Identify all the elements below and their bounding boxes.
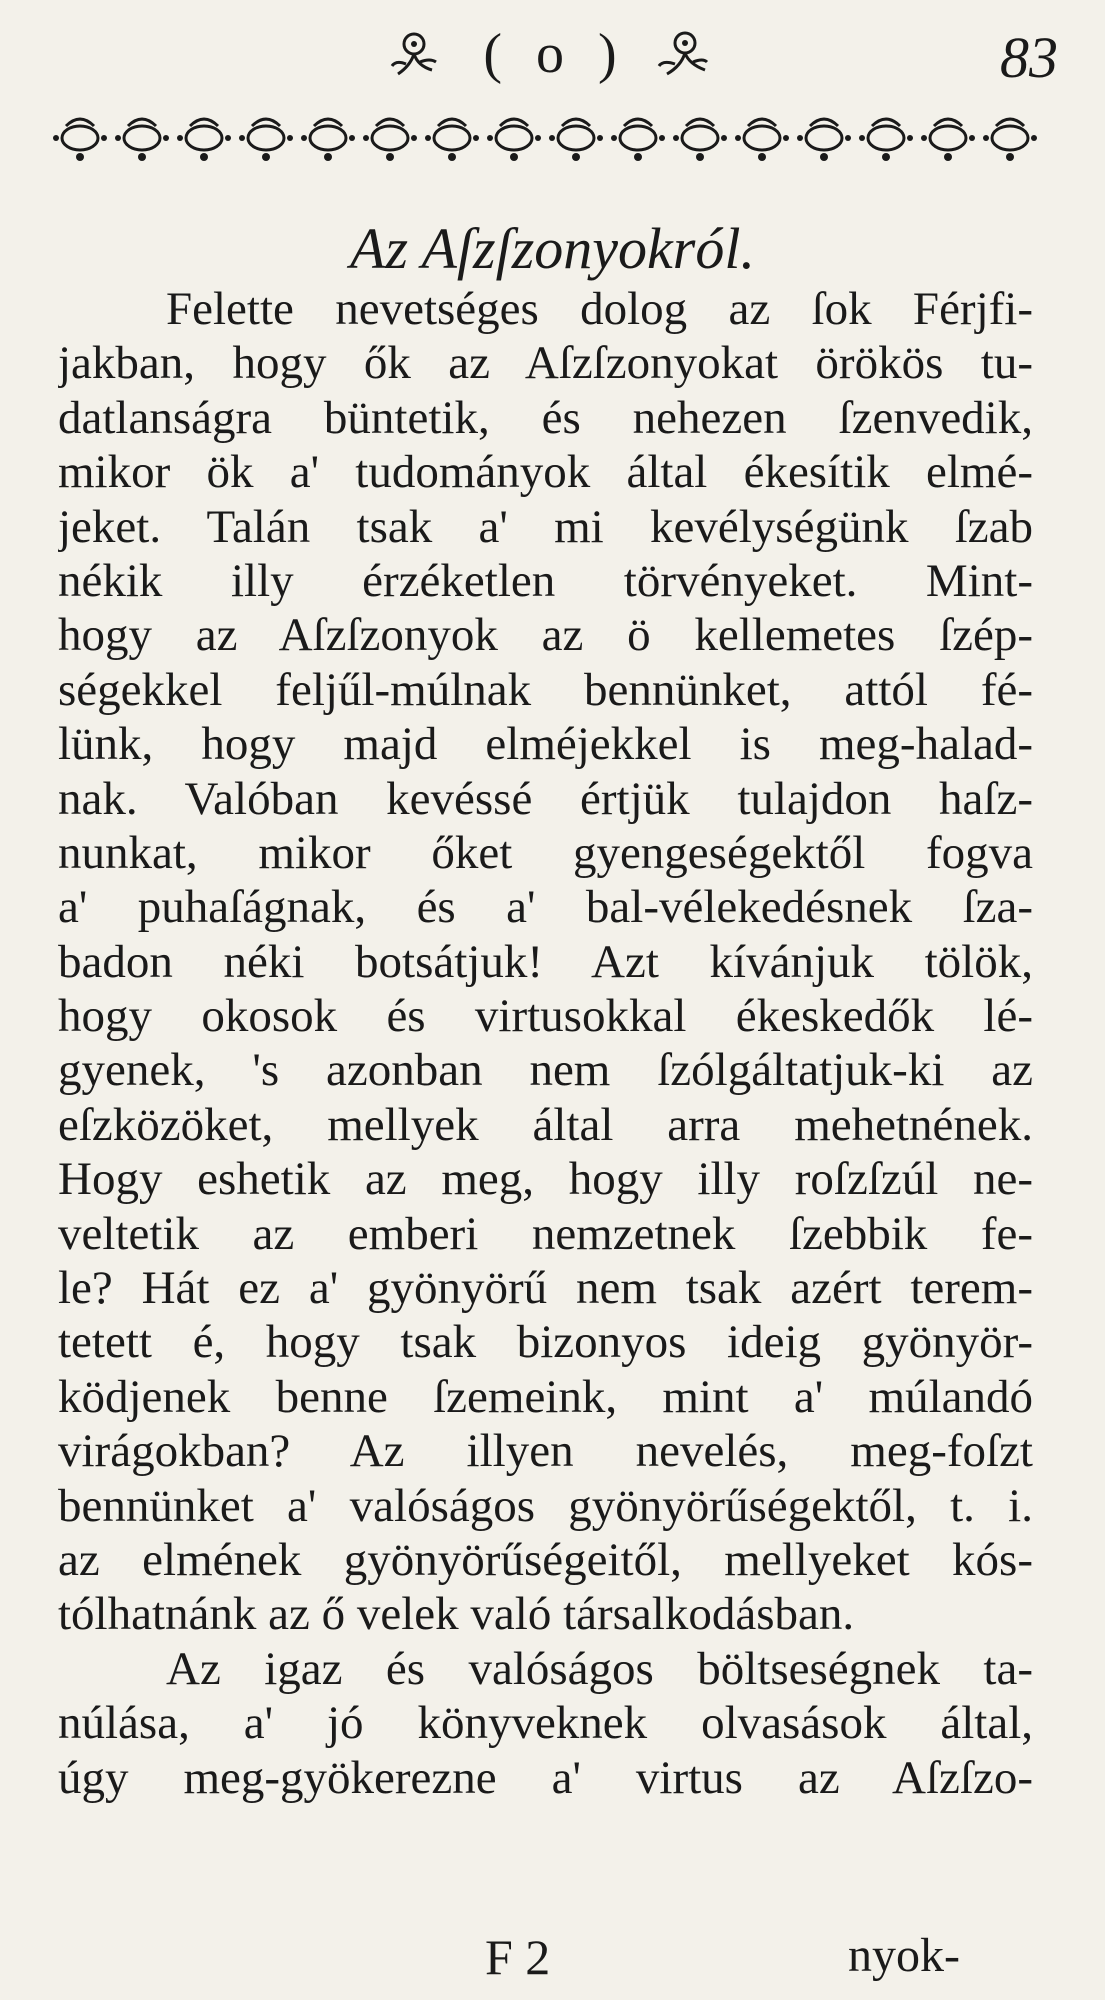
text-line: ködjenek benne ſzemeink, mint a' múlandó	[58, 1370, 1033, 1423]
text-line: mikor ök a' tudományok által ékesítik elmé-	[58, 446, 1033, 499]
text-line: badon néki botsátjuk! Azt kívánjuk tölök,	[58, 935, 1033, 988]
text-line: jeket. Talán tsak a' mi kevélységünk ſzab	[58, 500, 1033, 553]
text-line: nékik illy érzéketlen törvényeket. Mint-	[58, 554, 1033, 607]
text-line: núlása, a' jó könyveknek olvasások által,	[58, 1697, 1033, 1750]
text-line: nak. Valóban kevéssé értjük tulajdon haſz-	[58, 772, 1033, 825]
text-line: lünk, hogy majd elméjekkel is meg-halad-	[58, 718, 1033, 771]
flower-ornament-icon	[655, 30, 711, 78]
text-line: hogy okosok és virtusokkal ékeskedők lé-	[58, 990, 1033, 1043]
text-line: veltetik az emberi nemzetnek ſzebbik fe-	[58, 1207, 1033, 1260]
text-line: az elmének gyönyörűségeitől, mellyeket kós-	[58, 1533, 1033, 1586]
text-line: jakban, hogy ők az Aſzſzonyokat örökös tu-	[58, 337, 1033, 390]
text-line: a' puhaſágnak, és a' bal-vélekedésnek ſza-	[58, 881, 1033, 934]
text-line: tólhatnánk az ő velek való társalkodásban.	[58, 1588, 855, 1641]
text-line: tetett é, hogy tsak bizonyos ideig gyönyör-	[58, 1316, 1033, 1369]
text-line: eſzközöket, mellyek által arra mehetnének.	[58, 1098, 1033, 1151]
body-text	[58, 282, 1033, 1805]
text-line: gyenek, 's azonban nem ſzólgáltatjuk-ki az	[58, 1044, 1033, 1097]
page-header-mark: ( o )	[483, 23, 627, 85]
decorative-border-icon	[52, 112, 1052, 164]
signature-mark: F 2	[485, 1929, 551, 1985]
text-line: ségekkel feljűl-múlnak bennünket, attól fé-	[58, 663, 1033, 716]
catchword: nyok-	[848, 1929, 960, 1982]
text-line: úgy meg-gyökerezne a' virtus az Aſzſzo-	[58, 1751, 1033, 1804]
text-line: hogy az Aſzſzonyok az ö kellemetes ſzép-	[58, 609, 1033, 662]
page-header	[0, 14, 1105, 94]
text-line: virágokban? Az illyen nevelés, meg-foſzt	[58, 1425, 1033, 1478]
text-line: Az igaz és valóságos böltseségnek ta-	[166, 1642, 1033, 1695]
flower-ornament-icon	[388, 30, 440, 78]
page-number: 83	[1000, 25, 1058, 90]
text-line: nunkat, mikor őket gyengeségektől fogva	[58, 826, 1033, 879]
text-line: le? Hát ez a' gyönyörű nem tsak azért terem-	[58, 1262, 1033, 1315]
page-footer	[0, 1928, 1105, 1988]
text-line: bennünket a' valóságos gyönyörűségektől, t. i.	[58, 1479, 1033, 1532]
text-line: Felette nevetséges dolog az ſok Férjfi-	[166, 283, 1033, 335]
text-line: Hogy eshetik az meg, hogy illy roſzſzúl ne-	[58, 1153, 1033, 1206]
text-line: datlanságra büntetik, és nehezen ſzenvedik,	[58, 391, 1033, 444]
chapter-title: Az Aſzſzonyokról.	[350, 216, 755, 281]
